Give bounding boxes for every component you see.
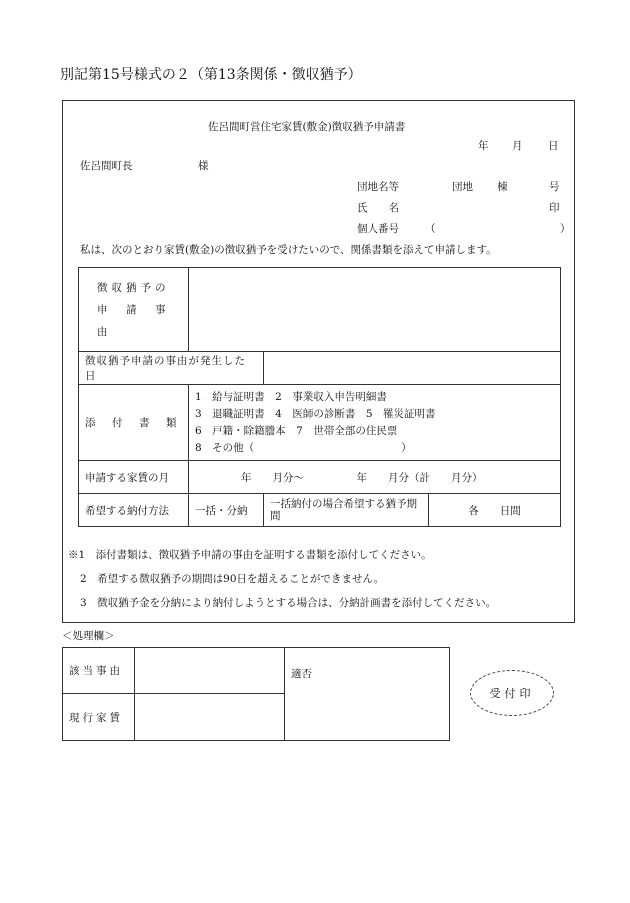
note-1: ※1 添付書類は、徴収猶予申請の事由を証明する書類を添付してください。	[68, 549, 432, 561]
form-header-title: 別記第15号様式の２（第13条関係・徴収猶予）	[60, 67, 362, 83]
id-paren-close: ）	[560, 223, 571, 235]
reason-value-cell[interactable]	[189, 268, 561, 352]
attachments-label: 添 付 書 類	[79, 385, 189, 461]
id-number-label: 個人番号	[357, 223, 399, 235]
table-row	[79, 385, 561, 461]
building-unit: 棟	[497, 181, 508, 193]
application-table	[78, 267, 561, 527]
attachments-list	[189, 385, 561, 461]
current-rent-value[interactable]	[135, 694, 285, 741]
lump-sum-period-label: 一括納付の場合希望する猶予期間	[264, 494, 429, 527]
payment-method-options[interactable]: 一括・分納	[189, 494, 264, 527]
occurrence-date-label: 徴収猶予申請の事由が発生した日	[79, 352, 264, 385]
date-day: 日	[548, 140, 559, 152]
table-row	[79, 268, 561, 352]
table-row	[79, 494, 561, 527]
addressee-honorific: 様	[198, 160, 209, 172]
processing-table	[62, 647, 450, 741]
reason-label-line1: 徴収猶予の	[97, 281, 170, 294]
current-rent-label: 現行家賃	[63, 694, 135, 741]
date-year: 年	[478, 140, 489, 152]
date-month: 月	[512, 140, 523, 152]
rent-month-label: 申請する家賃の月	[79, 461, 189, 494]
table-row	[63, 648, 450, 694]
attachment-item: 8 その他（ ）	[195, 441, 412, 454]
approval-label: 適否	[291, 668, 312, 680]
receipt-stamp-label: 受付印	[489, 687, 535, 700]
room-unit: 号	[549, 181, 560, 193]
applicant-name-label: 氏 名	[357, 202, 399, 214]
form-title: 佐呂間町営住宅家賃(敷金)徴収猶予申請書	[208, 121, 406, 133]
occurrence-date-value[interactable]	[264, 352, 561, 385]
attachment-item: 6 戸籍・除籍謄本 7 世帯全部の住民票	[195, 424, 398, 437]
applicable-reason-value[interactable]	[135, 648, 285, 694]
complex-label: 団地名等	[357, 181, 399, 193]
receipt-stamp-area	[470, 670, 554, 716]
applicable-reason-label: 該当事由	[63, 648, 135, 694]
lump-sum-period-value[interactable]: 各 日間	[429, 494, 561, 527]
note-2: 2 希望する徴収猶予の期間は90日を超えることができません。	[80, 573, 385, 585]
intro-statement: 私は、次のとおり家賃(敷金)の徴収猶予を受けたいので、関係書類を添えて申請します。	[80, 244, 497, 256]
processing-section-title: ＜処理欄＞	[62, 630, 115, 642]
rent-month-value[interactable]: 年 月分～ 年 月分（計 月分）	[189, 461, 561, 494]
payment-method-label: 希望する納付方法	[79, 494, 189, 527]
id-paren-open: （	[425, 223, 436, 235]
note-3: 3 徴収猶予金を分納により納付しようとする場合は、分納計画書を添付してください。	[80, 597, 497, 609]
reason-label-cell	[79, 268, 189, 352]
reason-label-line2: 申 請 事 由	[97, 303, 184, 338]
seal-mark: 印	[549, 202, 560, 214]
approval-cell	[285, 648, 450, 741]
attachment-item: 3 退職証明書 4 医師の診断書 5 罹災証明書	[195, 407, 436, 420]
attachment-item: 1 給与証明書 2 事業収入申告明細書	[195, 390, 387, 403]
table-row	[79, 352, 561, 385]
table-row	[79, 461, 561, 494]
addressee-name: 佐呂間町長	[80, 160, 133, 172]
complex-unit: 団地	[452, 181, 473, 193]
